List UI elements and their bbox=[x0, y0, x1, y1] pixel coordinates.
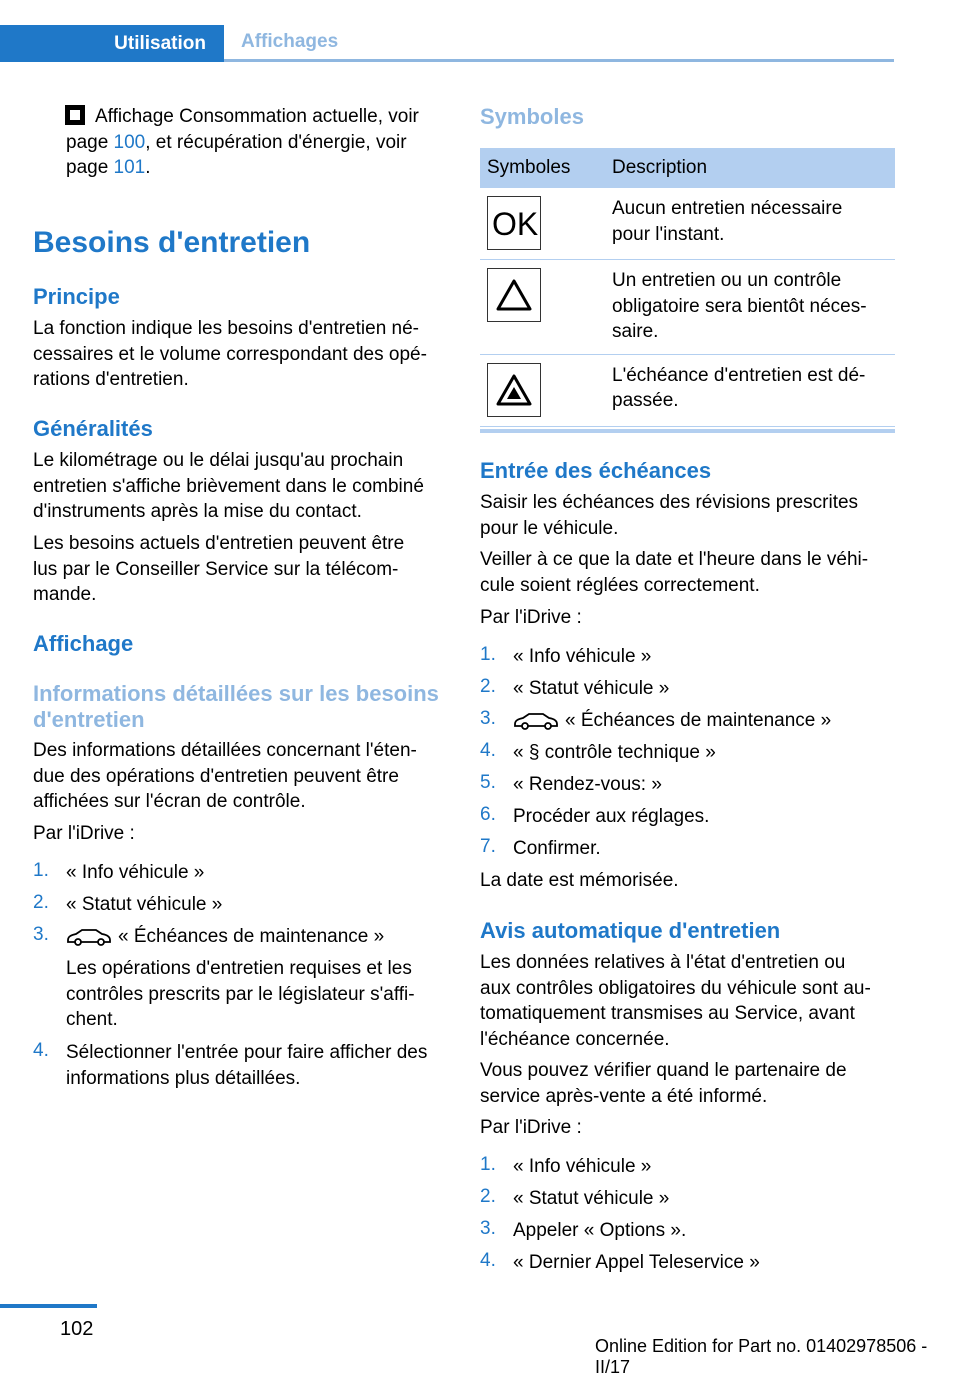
step-text: « Statut véhicule » bbox=[513, 678, 670, 699]
text-line: Saisir les échéances des révisions prescrites bbox=[480, 492, 859, 513]
text-line: chent. bbox=[66, 1009, 118, 1030]
idrive-label: Par l'iDrive : bbox=[480, 1117, 582, 1138]
symbols-table bbox=[480, 148, 895, 427]
principe-line: cessaires et le volume correspondant des opé- bbox=[33, 343, 427, 365]
avis-title: Avis automatique d'entretien bbox=[480, 918, 781, 943]
section-title: Besoins d'entretien bbox=[33, 226, 311, 259]
tab-affichages[interactable]: Affichages bbox=[224, 25, 894, 62]
step-number: 5. bbox=[480, 772, 496, 793]
step-number: 2. bbox=[480, 1186, 496, 1207]
generalites-p1 bbox=[33, 448, 424, 525]
entree-p1 bbox=[480, 490, 858, 541]
display-icon bbox=[65, 105, 85, 125]
step-text: Procéder aux réglages. bbox=[513, 806, 710, 827]
step-number: 1. bbox=[480, 1154, 496, 1175]
step-subtext bbox=[66, 956, 415, 1033]
step-number: 4. bbox=[480, 1250, 496, 1271]
symbol-description bbox=[605, 260, 895, 355]
text-line: pour l'instant. bbox=[612, 223, 725, 245]
text-line: Des informations détaillées concernant l'éten- bbox=[33, 740, 417, 761]
text-line: aux contrôles obligatoires du véhicule sont au- bbox=[480, 977, 871, 999]
step-item bbox=[513, 708, 831, 734]
text-line: tomatiquement transmises au Service, avant bbox=[480, 1003, 855, 1024]
generalites-title: Généralités bbox=[33, 416, 153, 441]
step-item bbox=[66, 924, 384, 950]
footer-rule bbox=[0, 1304, 97, 1308]
text-line: due des opérations d'entretien peuvent être bbox=[33, 765, 399, 787]
step-text: Confirmer. bbox=[513, 838, 601, 859]
page-number: 102 bbox=[60, 1318, 94, 1340]
header bbox=[0, 0, 960, 62]
intro-line3b: . bbox=[145, 157, 151, 178]
text-line: cule soient réglées correctement. bbox=[480, 574, 760, 596]
text-line: Sélectionner l'entrée pour faire afficher des bbox=[66, 1042, 428, 1063]
step-text: « Échéances de maintenance » bbox=[565, 710, 832, 731]
text-line: service après-vente a été informé. bbox=[480, 1085, 768, 1107]
step-number: 3. bbox=[33, 924, 49, 945]
avis-p2 bbox=[480, 1058, 847, 1109]
text-line: informations plus détaillées. bbox=[66, 1067, 301, 1089]
text-line: Les opérations d'entretien requises et les bbox=[66, 958, 412, 979]
step-number: 3. bbox=[480, 708, 496, 729]
text-line: obligatoire sera bientôt néces- bbox=[612, 295, 867, 317]
idrive-label: Par l'iDrive : bbox=[480, 607, 582, 628]
text-line: Veiller à ce que la date et l'heure dans le véhi- bbox=[480, 549, 869, 570]
info-title-line: Informations détaillées sur les besoins bbox=[33, 681, 439, 706]
edition-note: Online Edition for Part no. 01402978506 - II/17 bbox=[595, 1336, 928, 1377]
text-line: affichées sur l'écran de contrôle. bbox=[33, 791, 306, 812]
step-number: 2. bbox=[33, 892, 49, 913]
symboles-title: Symboles bbox=[480, 104, 584, 129]
table-row bbox=[480, 354, 895, 426]
intro-paragraph bbox=[66, 104, 456, 181]
step-number: 3. bbox=[480, 1218, 496, 1239]
step-number: 6. bbox=[480, 804, 496, 825]
column-header: Symboles bbox=[480, 148, 605, 188]
step-text: « Statut véhicule » bbox=[513, 1188, 670, 1209]
table-header-row bbox=[480, 148, 895, 188]
step-text bbox=[66, 1040, 427, 1091]
entree-p2 bbox=[480, 547, 868, 598]
warning-triangle-icon bbox=[487, 268, 541, 322]
step-number: 2. bbox=[480, 676, 496, 697]
text-line: pour le véhicule. bbox=[480, 517, 619, 539]
table-bottom-rule bbox=[480, 429, 895, 433]
intro-line1: Affichage Consommation actuelle, voir bbox=[95, 106, 419, 127]
step-number: 1. bbox=[33, 860, 49, 881]
memorise-text: La date est mémorisée. bbox=[480, 870, 679, 891]
step-text: « § contrôle technique » bbox=[513, 742, 716, 763]
table-row bbox=[480, 260, 895, 355]
page-link-101[interactable]: 101 bbox=[113, 157, 146, 178]
intro-line2a: page bbox=[66, 131, 114, 153]
symbol-description bbox=[605, 354, 895, 426]
step-text: « Échéances de maintenance » bbox=[118, 926, 385, 947]
info-title bbox=[33, 681, 439, 733]
avis-p1 bbox=[480, 950, 871, 1052]
text-line: Les données relatives à l'état d'entretien ou bbox=[480, 952, 846, 973]
affichage-title: Affichage bbox=[33, 631, 134, 656]
principe-line: rations d'entretien. bbox=[33, 369, 189, 390]
text-line: l'échéance concernée. bbox=[480, 1028, 670, 1050]
step-text: « Dernier Appel Teleservice » bbox=[513, 1252, 760, 1273]
principe-title: Principe bbox=[33, 284, 120, 309]
idrive-label: Par l'iDrive : bbox=[33, 823, 135, 844]
text-line: passée. bbox=[612, 390, 679, 411]
text-line: contrôles prescrits par le législateur s'affi- bbox=[66, 983, 415, 1005]
step-number: 7. bbox=[480, 836, 496, 857]
intro-line3a: page bbox=[66, 157, 114, 178]
step-number: 1. bbox=[480, 644, 496, 665]
page-link-100[interactable]: 100 bbox=[113, 131, 146, 153]
car-icon bbox=[66, 928, 112, 946]
text-line: saire. bbox=[612, 321, 659, 342]
step-text: « Info véhicule » bbox=[513, 646, 652, 667]
intro-line2b: , et récupération d'énergie, voir bbox=[145, 131, 407, 153]
table-row bbox=[480, 188, 895, 260]
step-number: 4. bbox=[480, 740, 496, 761]
text-line: entretien s'affiche brièvement dans le combiné bbox=[33, 475, 424, 497]
step-text: « Info véhicule » bbox=[513, 1156, 652, 1177]
step-number: 4. bbox=[33, 1040, 49, 1061]
principe-text bbox=[33, 316, 427, 393]
text-line: Aucun entretien nécessaire bbox=[612, 198, 843, 219]
step-text: « Statut véhicule » bbox=[66, 894, 223, 915]
step-text: Appeler « Options ». bbox=[513, 1220, 687, 1241]
column-header: Description bbox=[605, 148, 895, 188]
text-line: Le kilométrage ou le délai jusqu'au prochain bbox=[33, 450, 404, 471]
text-line: Vous pouvez vérifier quand le partenaire de bbox=[480, 1060, 847, 1081]
text-line: L'échéance d'entretien est dé- bbox=[612, 364, 866, 386]
ok-icon bbox=[487, 196, 541, 250]
text-line: d'instruments après la mise du contact. bbox=[33, 501, 362, 522]
text-line: lus par le Conseiller Service sur la télécom- bbox=[33, 558, 399, 580]
info-title-line: d'entretien bbox=[33, 707, 145, 732]
text-line: mande. bbox=[33, 584, 97, 605]
symbol-description bbox=[605, 188, 895, 260]
step-text: « Info véhicule » bbox=[66, 862, 205, 883]
entree-title: Entrée des échéances bbox=[480, 458, 712, 483]
generalites-p2 bbox=[33, 531, 404, 608]
step-text: « Rendez-vous: » bbox=[513, 774, 662, 795]
text-line: Les besoins actuels d'entretien peuvent être bbox=[33, 533, 405, 554]
principe-line: La fonction indique les besoins d'entretien né- bbox=[33, 318, 420, 339]
warning-triangle-filled-icon bbox=[487, 363, 541, 417]
svg-text:OK: OK bbox=[492, 207, 539, 239]
text-line: Un entretien ou un contrôle bbox=[612, 270, 842, 291]
tab-utilisation[interactable]: Utilisation bbox=[0, 25, 224, 62]
car-icon bbox=[513, 712, 559, 730]
info-text bbox=[33, 738, 417, 815]
